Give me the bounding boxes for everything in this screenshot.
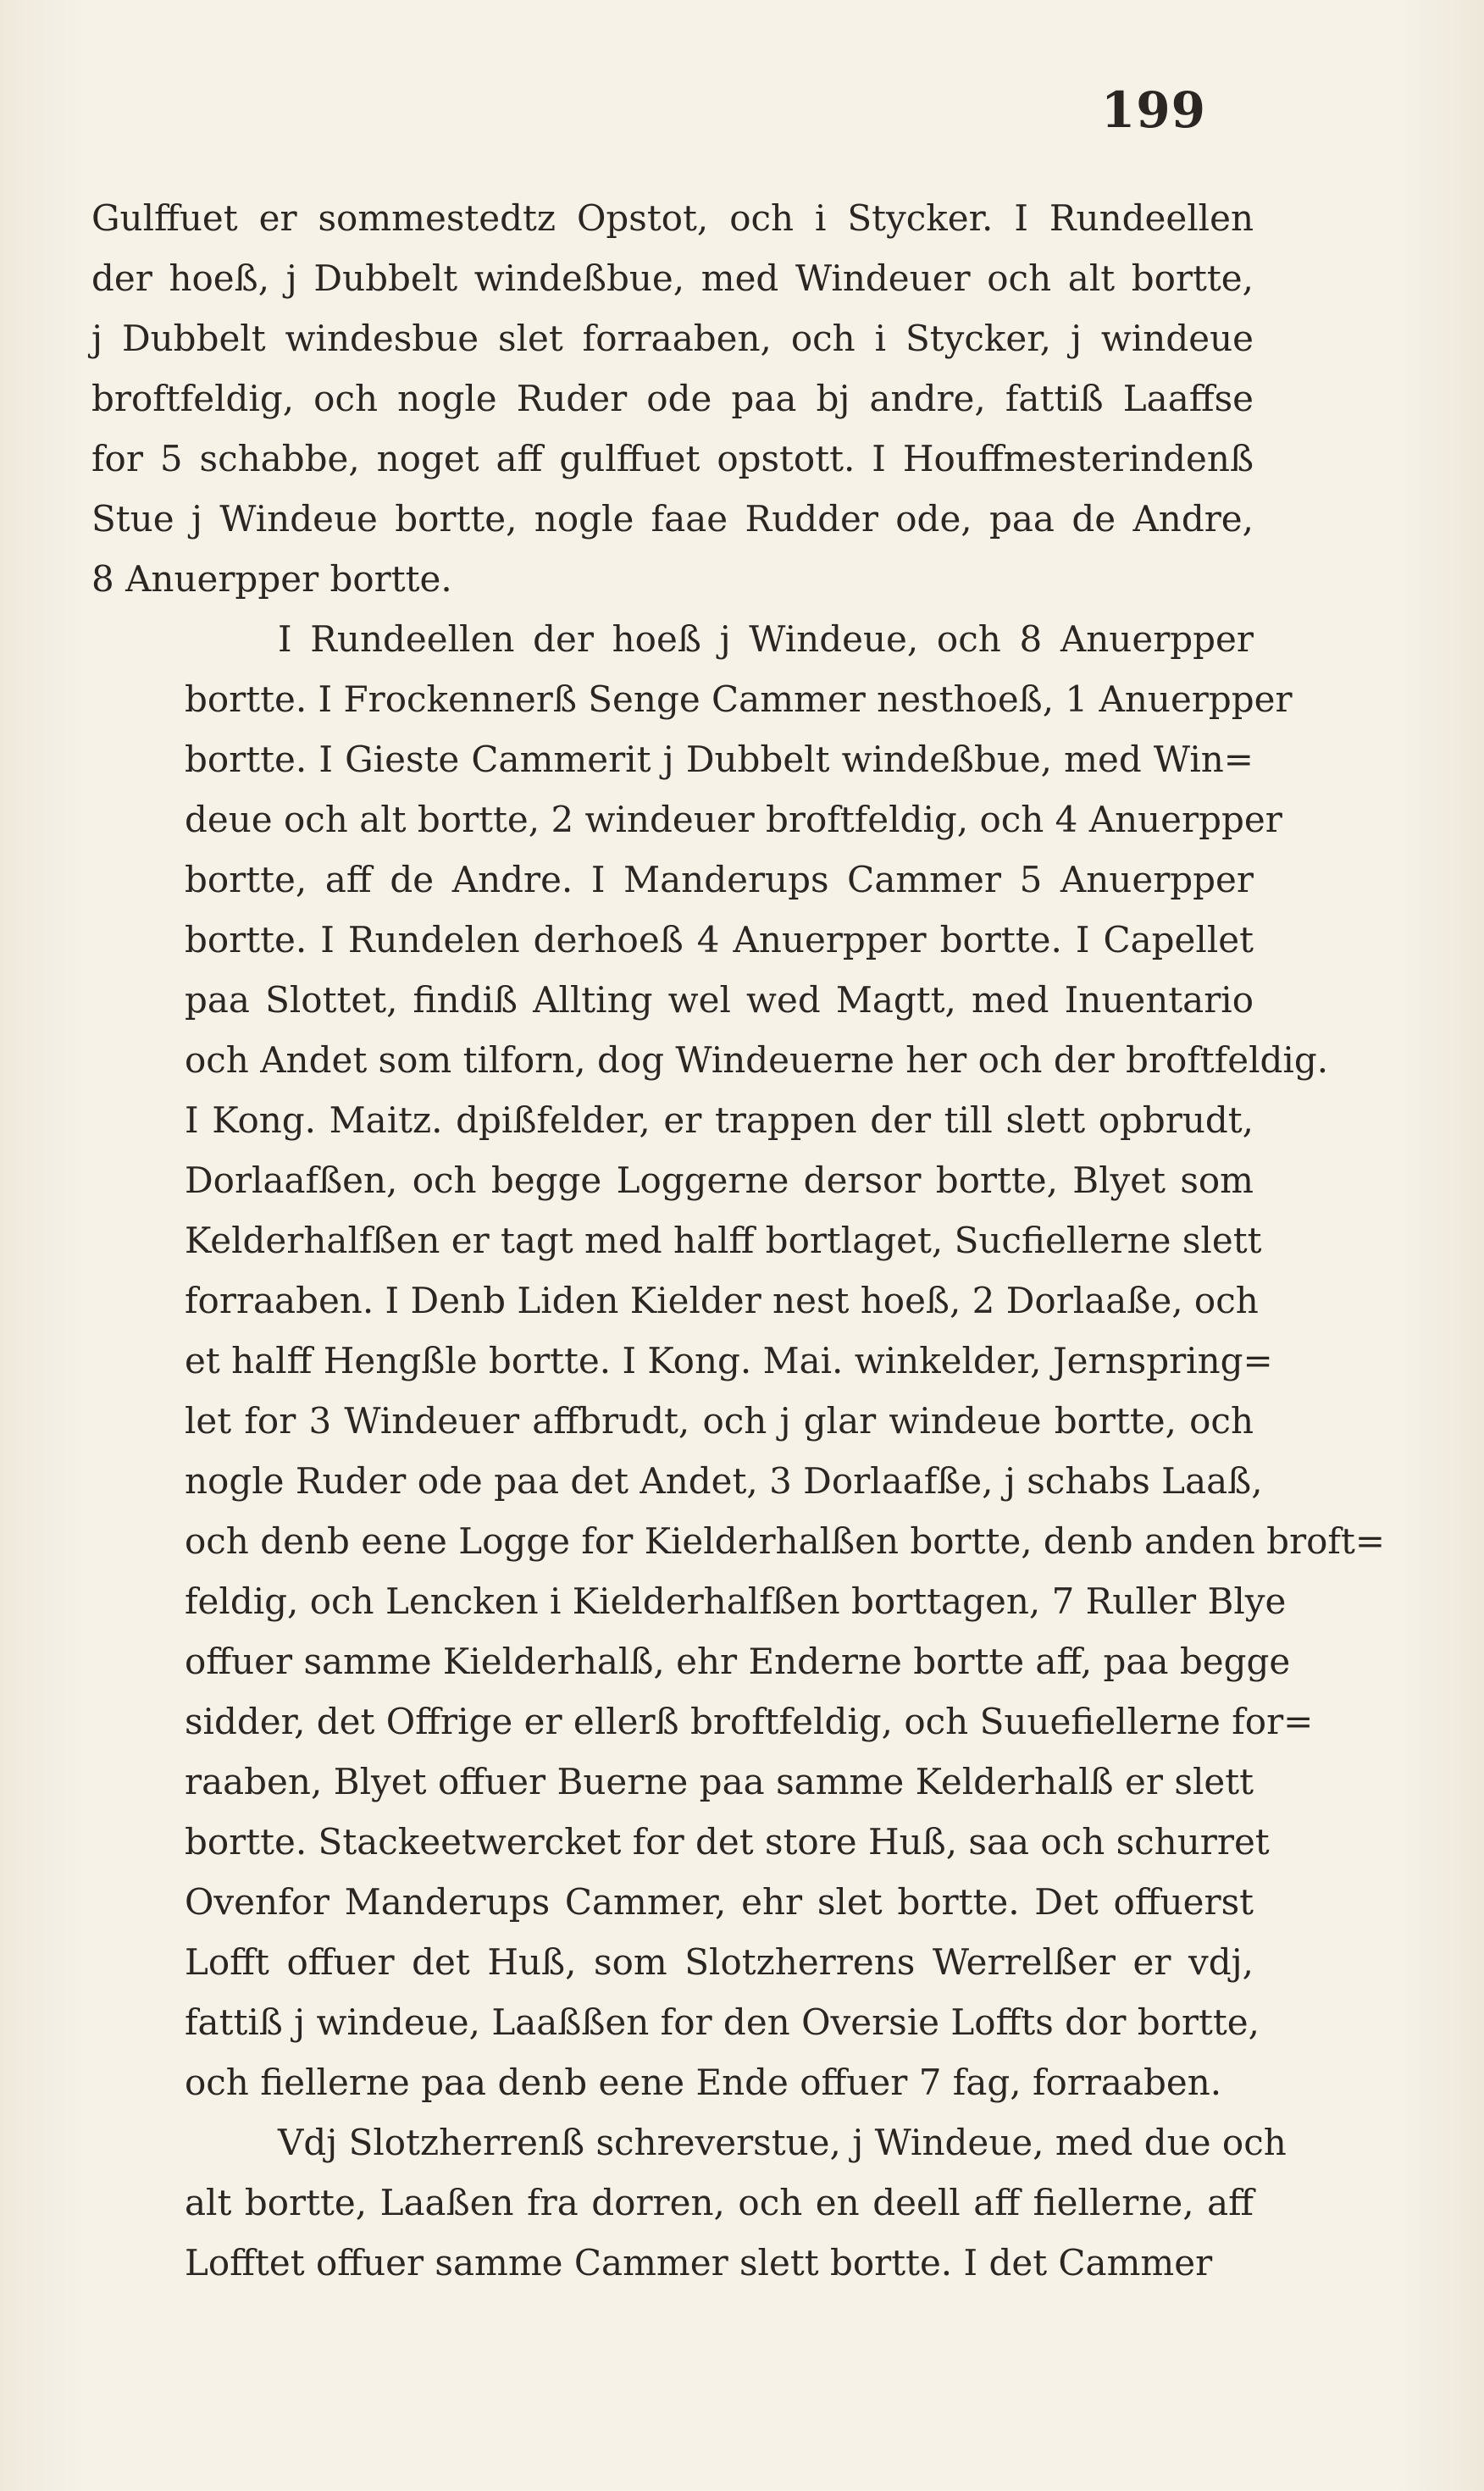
text-line: et halff Hengßle bortte. I Kong. Mai. winkelder, Jernspring= [185,1340,1273,1381]
paragraph-2 [91,609,1386,2112]
text-line: och fiellerne paa denb eene Ende offuer 7 fag, forraaben. [185,2062,1222,2103]
text-line: deue och alt bortte, 2 windeuer broftfeldig, och 4 Anuerpper [185,799,1282,840]
text-line: Stue j Windeue bortte, nogle faae Rudder ode, paa de Andre, [91,498,1254,540]
paragraph-1 [91,188,1254,609]
text-line: for 5 schabbe, noget aff gulffuet opstott. I Houffmesterindenß [91,438,1254,479]
text-line: let for 3 Windeuer affbrudt, och j glar windeue bortte, och [185,1400,1254,1442]
text-line: I Kong. Maitz. dpißfelder, er trappen der till slett opbrudt, [185,1099,1254,1141]
text-line: feldig, och Lencken i Kielderhalfßen borttagen, 7 Ruller Blye [185,1580,1287,1622]
text-line: och denb eene Logge for Kielderhalßen bortte, denb anden broft= [185,1520,1386,1562]
text-line: Vdj Slotzherrenß schreverstue, j Windeue, med due och [278,2122,1287,2163]
text-line: bortte. I Frockennerß Senge Cammer nesthoeß, 1 Anuerpper [185,678,1293,720]
text-line: Gulffuet er sommestedtz Opstot, och i Stycker. I Rundeellen [91,197,1254,239]
text-line: sidder, det Offrige er ellerß broftfeldig, och Suuefiellerne for= [185,1701,1314,1742]
text-line: bortte. I Rundelen derhoeß 4 Anuerpper bortte. I Capellet [185,919,1254,960]
text-line: bortte, aff de Andre. I Manderups Cammer 5 Anuerpper [185,859,1254,900]
text-line: raaben, Blyet offuer Buerne paa samme Kelderhalß er slett [185,1761,1254,1802]
page-number: 199 [1100,81,1206,139]
text-line: j Dubbelt windesbue slet forraaben, och i Stycker, j windeue [91,318,1254,359]
text-line: der hoeß, j Dubbelt windeßbue, med Windeuer och alt bortte, [91,257,1254,299]
text-line: forraaben. I Denb Liden Kielder nest hoeß, 2 Dorlaaße, och [185,1280,1259,1321]
text-line: nogle Ruder ode paa det Andet, 3 Dorlaafße, j schabs Laaß, [185,1460,1263,1502]
paragraph-3 [91,2112,1287,2293]
text-line: 8 Anuerpper bortte. [91,558,452,600]
text-line: fattiß j windeue, Laaßßen for den Oversie Loffts dor bortte, [185,2001,1260,2043]
text-line: I Rundeellen der hoeß j Windeue, och 8 Anuerpper [278,618,1254,660]
text-line: broftfeldig, och nogle Ruder ode paa bj andre, fattiß Laaffse [91,378,1254,419]
text-line: och Andet som tilforn, dog Windeuerne her och der broftfeldig. [185,1039,1329,1081]
text-line: paa Slottet, findiß Allting wel wed Magtt, med Inuentario [185,979,1254,1021]
text-line: bortte. Stackeetwercket for det store Huß, saa och schurret [185,1821,1270,1863]
text-line: bortte. I Gieste Cammerit j Dubbelt windeßbue, med Win= [185,739,1254,780]
text-line: offuer samme Kielderhalß, ehr Enderne bortte aff, paa begge [185,1641,1291,1682]
body-text [91,188,1386,2293]
text-line: Kelderhalfßen er tagt med halff bortlaget, Sucfiellerne slett [185,1220,1262,1261]
text-line: alt bortte, Laaßen fra dorren, och en deell aff fiellerne, aff [185,2182,1254,2223]
text-line: Dorlaafßen, och begge Loggerne dersor bortte, Blyet som [185,1160,1254,1201]
text-line: Lofft offuer det Huß, som Slotzherrens Werrelßer er vdj, [185,1941,1254,1983]
text-line: Lofftet offuer samme Cammer slett bortte. I det Cammer [185,2242,1213,2283]
text-line: Ovenfor Manderups Cammer, ehr slet bortte. Det offuerst [185,1881,1254,1923]
